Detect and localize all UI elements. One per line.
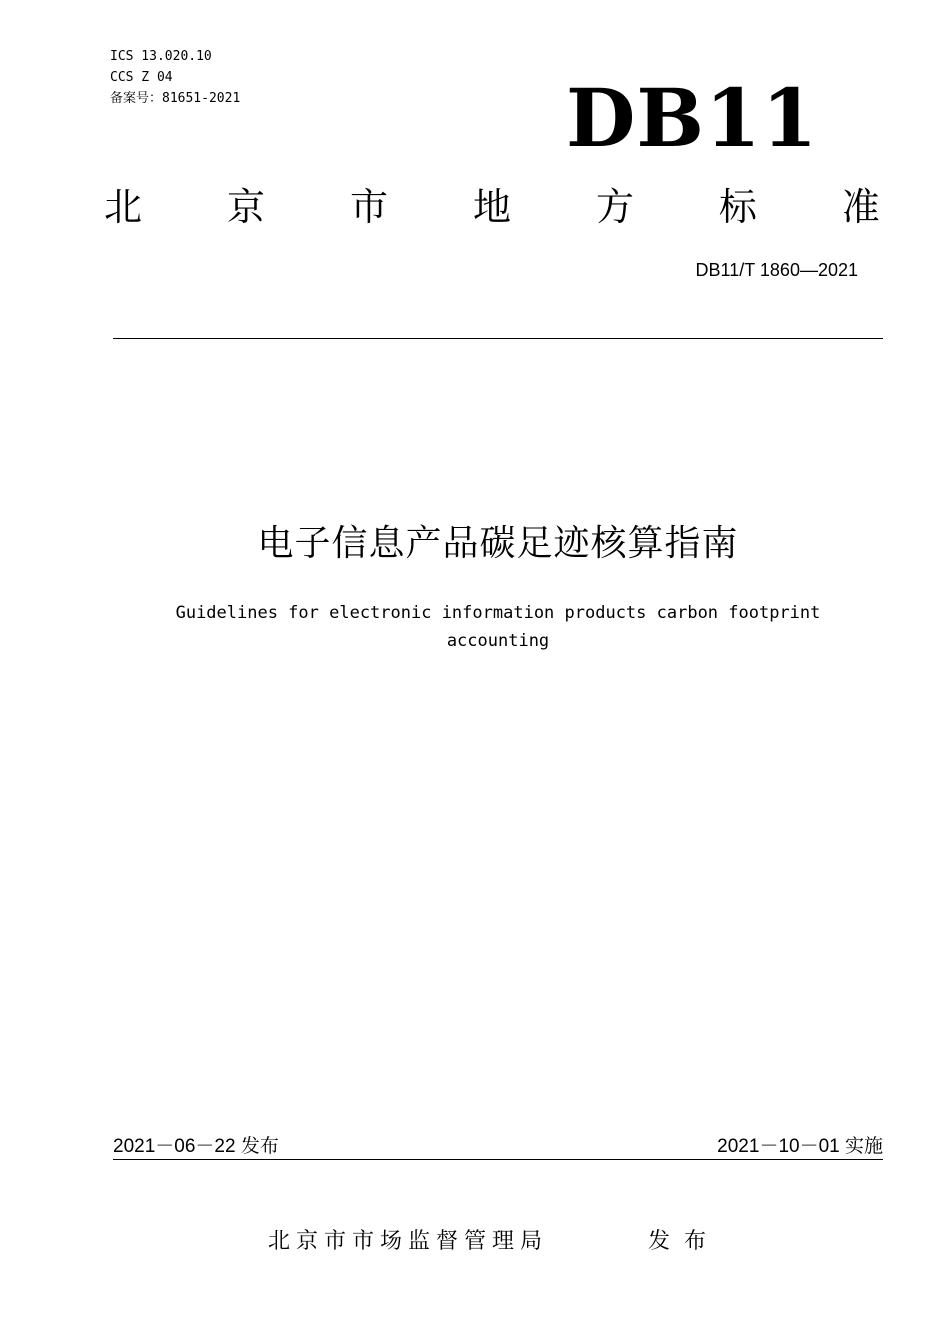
standard-type-char: 标 xyxy=(718,185,757,229)
standard-type-char: 市 xyxy=(349,185,388,229)
standard-type-char: 方 xyxy=(595,185,634,229)
implementation-date: 2021－10－01 实施 xyxy=(717,1136,883,1157)
header-divider xyxy=(113,338,883,339)
document-title-en: Guidelines for electronic information products carbon footprint accounting xyxy=(175,603,821,651)
standard-type-char: 京 xyxy=(226,185,265,229)
publish-label: 发布 xyxy=(648,1229,721,1254)
standard-logo: DB11 xyxy=(566,71,819,165)
ics-code: ICS 13.020.10 xyxy=(110,49,212,64)
ccs-code: CCS Z 04 xyxy=(110,70,173,85)
document-metadata xyxy=(110,46,240,109)
standard-type-char: 地 xyxy=(472,185,511,229)
footer-divider xyxy=(113,1159,883,1160)
publisher-name: 北京市市场监督管理局 xyxy=(268,1229,549,1254)
standard-type-heading xyxy=(104,180,880,234)
issue-date: 2021－06－22 发布 xyxy=(113,1136,279,1157)
document-title-zh: 电子信息产品碳足迹核算指南 xyxy=(257,523,739,564)
filing-number: 备案号：81651-2021 xyxy=(110,91,241,106)
standard-number: DB11/T 1860—2021 xyxy=(695,260,858,280)
standard-type-char: 北 xyxy=(104,185,143,229)
standard-type-char: 准 xyxy=(841,185,880,229)
